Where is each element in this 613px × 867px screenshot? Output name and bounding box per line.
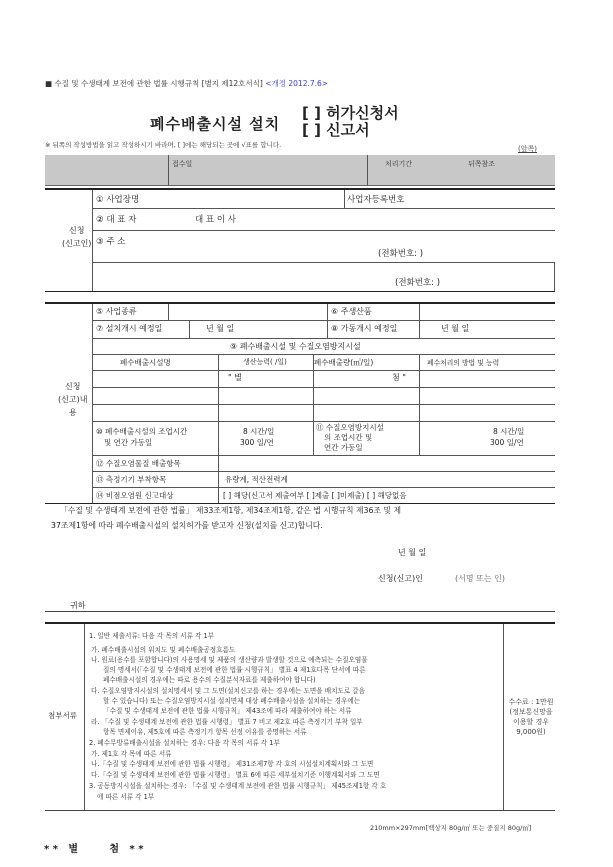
divider: [93, 208, 555, 209]
divider: [313, 421, 314, 455]
law-reference: [45, 78, 328, 89]
attached-note: * * 별 첨 * *: [44, 844, 144, 855]
divider: [327, 304, 328, 338]
divider: [45, 291, 555, 292]
item11-hours[interactable]: 8 시간/일: [493, 427, 525, 436]
item13-value[interactable]: 유량계, 적산전력계: [225, 475, 288, 484]
divider: [93, 471, 555, 472]
business-type-label: ⑤ 사업종류: [96, 307, 137, 316]
attachment-line: 할 수 있습니다) 또는 수질오염방지시설 설치면제 대상 폐수배출시설을 설치하는 경우에는: [103, 697, 361, 705]
divider: [344, 190, 345, 208]
item11-days[interactable]: 300 일/연: [490, 438, 524, 447]
facility-section-header: ⑨ 폐수배출시설 및 수질오염방지시설: [230, 342, 361, 351]
attachment-line: 가. 제1호 각 목에 따른 서류: [91, 750, 172, 758]
content-section-label: [58, 380, 87, 419]
divider: [419, 421, 420, 455]
signature-field[interactable]: (서명 또는 인): [455, 574, 505, 583]
divider: [93, 354, 555, 355]
fee-line3: 이용할 경우: [512, 718, 550, 726]
business-name-label: ① 사업장명: [96, 195, 140, 205]
item13-label: ⑬ 측정기기 부착항목: [96, 475, 167, 484]
attachment-line: 나. 원료(용수를 포함합니다)의 사용명세 및 제품의 생산량과 발생할 것으로 예측되는 수질오염물: [91, 656, 368, 664]
item10-days[interactable]: 300 일/연: [240, 438, 274, 447]
attachment-line: 1. 일반 제출서류: 다음 각 목의 서류 각 1부: [89, 632, 215, 640]
attachment-line: 폐수배출시설의 경우에는 따로 용수의 수질분석자료를 제출하여야 합니다): [103, 676, 316, 684]
divider: [93, 370, 555, 371]
row1-col3[interactable]: 첨 ": [392, 373, 406, 382]
business-reg-label: 사업자등록번호: [347, 195, 405, 205]
divider: [93, 338, 555, 339]
divider: [93, 421, 555, 422]
divider: [93, 230, 555, 231]
divider: [45, 503, 555, 504]
address-label: ③ 주 소: [96, 237, 126, 247]
option-permit-application[interactable]: [ ] 허가신청서: [302, 104, 399, 122]
divider: [45, 810, 555, 811]
attachment-line: 다. 수질오염방지시설의 설치명세서 및 그 도면(설치신고를 하는 경우에는 도면을 배치도로 갈음: [91, 687, 366, 695]
option-report[interactable]: [ ] 신고서: [302, 121, 370, 139]
instruction-note: ※ 뒤쪽의 작성방법을 읽고 작성하시기 바라며, [ ]에는 해당되는 곳에 √표를 합니다.: [45, 141, 282, 149]
declaration-line1: 「수질 및 수생태계 보전에 관한 법률」 제33조제1항, 제34조제1항, 같은 법 시행규칙 제36조 및 제: [60, 506, 401, 515]
divider: [93, 387, 555, 388]
item11-label: [316, 423, 384, 453]
attachment-line: 질의 명세서(「수질 및 수생태계 보전에 관한 법률 시행규칙」 별표 4 제1호다목 단서에 따른: [103, 666, 366, 674]
item10-label-line1: ⑩ 폐수배출시설의 조업시간: [96, 427, 188, 436]
fee-line2: (정보통신망을: [509, 708, 553, 716]
processing-period-label: 처리기간: [385, 160, 413, 168]
attachment-line: 「수질 및 수생태계 보전에 관한 법률 시행규칙」 제43조에 따라 제출하여야 하는 서류: [103, 707, 352, 715]
representative-value[interactable]: 대 표 이 사: [195, 215, 236, 225]
form-title: 폐수배출시설 설치: [150, 115, 281, 133]
paper-spec: 210mm×297mm[백상지 80g/㎡ 또는 중질지 80g/㎡]: [370, 824, 532, 832]
form-type-options: [302, 105, 399, 139]
declaration-date[interactable]: 년 월 일: [398, 548, 427, 557]
divider: [93, 455, 555, 456]
item11-label-line1: ⑪ 수질오염방지시설: [316, 423, 384, 432]
item10-hours[interactable]: 8 시간/일: [243, 427, 275, 436]
divider: [419, 304, 420, 338]
content-label-line3: 용: [68, 408, 77, 417]
attachment-line: 나.「수질 및 수생태계 보전에 관한 법률 시행령」 제31조제7항 각 호의 시설설치계획서와 그 도면: [91, 760, 374, 768]
attachment-line: 항목 면제이유, 제5호에 따른 측정기기 항목 선정 이유를 증명하는 서류: [103, 728, 307, 736]
divider: [168, 155, 169, 185]
section-top-border: [45, 188, 555, 190]
divider: [45, 185, 555, 186]
divider: [367, 155, 368, 185]
col-header-production-capacity: 생산능력( /일): [243, 358, 287, 366]
item14-label: ⑭ 비점오염원 신고대상: [96, 491, 174, 500]
attachment-line: 에 따른 서류 각 1부: [97, 793, 155, 801]
fee-line1: 수수료 : 1만원: [508, 698, 554, 706]
divider: [93, 404, 555, 405]
item10-label: [96, 426, 187, 448]
content-label-line2: (신고)내: [58, 395, 88, 404]
main-product-label: ⑥ 주생산품: [331, 307, 372, 316]
received-date-label: 접수일: [172, 160, 193, 168]
divider: [84, 624, 85, 810]
processing-period-value: 뒤쪽참조: [468, 160, 496, 168]
revision-date: <개정 2012.7.6>: [265, 79, 329, 88]
item12-label: ⑫ 수질오염물질 배출항목: [96, 459, 181, 468]
install-start-label: ⑦ 설치개시 예정일: [96, 324, 163, 333]
row1-col2[interactable]: " 별: [228, 373, 242, 382]
divider: [189, 320, 190, 338]
section-top-border: [45, 622, 555, 624]
attachment-line: 다.「수질 및 수생태계 보전에 관한 법률 시행령」 별표 6에 따른 세부설치기준 이행계획서와 그 도면: [91, 771, 380, 779]
representative-label: ② 대 표 자: [96, 215, 137, 225]
col-header-facility-name: 폐수배출시설명: [120, 358, 171, 367]
phone-1[interactable]: (전화번호: ): [378, 249, 424, 259]
attachment-line: 2. 폐수무방류배출시설을 설치하는 경우: 다음 각 목의 서류 각 1부: [89, 739, 280, 747]
divider: [503, 624, 504, 810]
operation-start-value[interactable]: 년 월 일: [441, 324, 470, 333]
item14-value[interactable]: [ ] 해당(신고서 제출여부 [ ]제출 [ ]미제출) [ ] 해당없음: [223, 491, 407, 500]
recipient-label: 귀하: [70, 601, 86, 610]
applicant-label-line2: (신고인): [62, 239, 92, 248]
page-side-label: (앞쪽): [518, 145, 537, 153]
fee-line4: 9,000원): [516, 728, 546, 736]
install-start-value[interactable]: 년 월 일: [206, 324, 235, 333]
attachment-line: 가. 폐수배출시설의 위치도 및 폐수배출공정흐름도: [91, 646, 236, 654]
divider: [93, 487, 555, 488]
item11-label-line3: 연간 가동일: [324, 443, 363, 452]
section-top-border: [45, 302, 555, 304]
divider: [45, 611, 555, 612]
content-label-line1: 신청: [64, 382, 81, 391]
law-reference-text: ■ 수질 및 수생태계 보전에 관한 법률 시행규칙 [별지 제12호서식]: [45, 79, 263, 88]
operation-start-label: ⑧ 가동개시 예정일: [331, 324, 398, 333]
applicant-label-line1: 신청: [68, 226, 85, 235]
declaration-line2: 37조제1항에 따라 폐수배출시설의 설치허가를 받고자 신청(설치를 신고)합니다.: [51, 521, 323, 530]
applicant-section-label: [62, 224, 91, 250]
divider: [218, 421, 219, 455]
divider: [218, 455, 219, 503]
col-header-treatment-method: 폐수처리의 방법 및 능력: [427, 359, 500, 367]
applicant-signature-label: 신청(신고)인: [378, 574, 423, 583]
attachment-line: 라. 「수질 및 수생태계 보전에 관한 법률 시행령」 별표 7 비고 제2호 따른 측정기기 부착 일부: [91, 718, 363, 726]
col-header-discharge-volume: 폐수배출량(㎥/일): [314, 358, 374, 367]
divider: [168, 304, 169, 320]
divider: [93, 320, 555, 321]
attachment-line: 3. 공동방지시설을 설치하는 경우: 「수질 및 수생태계 보전에 관한 법률 시행규칙」 제45조제1항 각 호: [89, 782, 387, 790]
phone-2[interactable]: (전화번호: ): [395, 278, 441, 288]
address-extra-box[interactable]: [93, 262, 555, 291]
attachments-label: 첨부서류: [48, 711, 77, 720]
item10-label-line2: 및 연간 가동일: [104, 438, 153, 447]
item11-label-line2: 의 조업시간 및: [324, 433, 373, 442]
fee-info: [506, 697, 556, 737]
